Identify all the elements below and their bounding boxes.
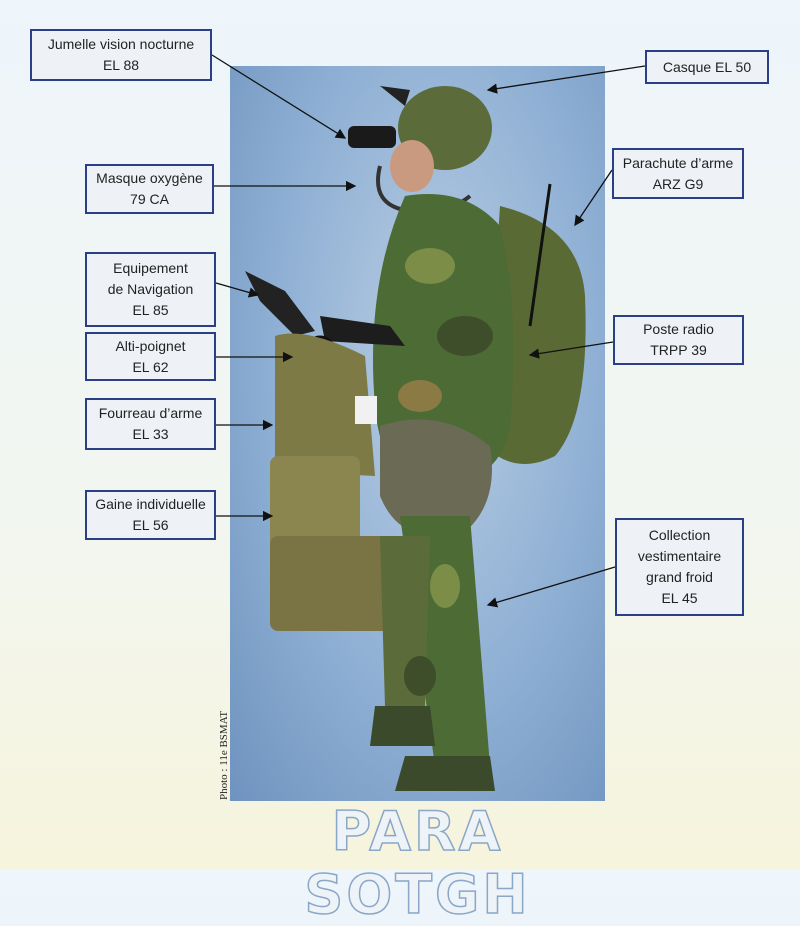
callout-line: ARZ G9	[652, 175, 704, 192]
callout-gaine-individuelle	[85, 490, 216, 540]
page-title: PARA SOTGH	[304, 800, 531, 926]
callout-line: Poste radio	[643, 321, 714, 337]
callout-line: grand froid	[646, 569, 713, 585]
callout-line: Collection	[648, 527, 711, 543]
callout-line: EL 56	[132, 517, 169, 533]
photo-credit: Photo : 11e BSMAT	[218, 710, 230, 800]
callout-line: Alti-poignet	[115, 337, 186, 354]
callout-line: de Navigation	[107, 281, 194, 297]
callout-line: Masque oxygène	[96, 170, 203, 186]
callout-line: Equipement	[113, 260, 188, 276]
callout-line: EL 88	[102, 57, 140, 73]
callout-casque	[645, 50, 769, 84]
callout-equipement-navigation	[85, 252, 216, 327]
callout-line: EL 85	[132, 302, 169, 318]
callout-line: TRPP 39	[650, 342, 707, 358]
callout-line: Parachute d’arme	[622, 154, 734, 171]
callout-masque-oxygene	[85, 164, 214, 214]
callout-line: Gaine individuelle	[95, 496, 206, 512]
callout-poste-radio	[613, 315, 744, 365]
callout-parachute-arme	[612, 148, 744, 199]
callout-line: EL 33	[132, 426, 169, 442]
callout-line: vestimentaire	[637, 548, 722, 564]
callout-line: EL 45	[661, 590, 698, 606]
callout-line: Jumelle vision nocturne	[47, 36, 195, 52]
callout-fourreau-arme	[85, 398, 216, 450]
callout-line: 79 CA	[130, 191, 169, 207]
callout-jumelle-vision-nocturne	[30, 29, 212, 81]
callout-line: EL 62	[132, 358, 169, 375]
callout-line: Fourreau d’arme	[98, 405, 203, 421]
callout-collection-grand-froid	[615, 518, 744, 616]
callout-alti-poignet	[85, 332, 216, 381]
callout-line: Casque EL 50	[662, 58, 752, 75]
